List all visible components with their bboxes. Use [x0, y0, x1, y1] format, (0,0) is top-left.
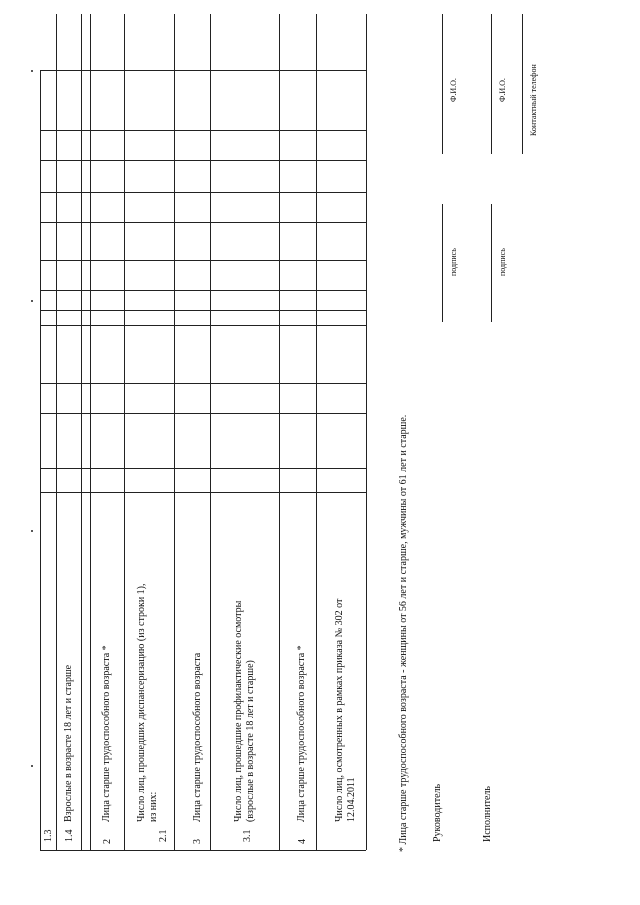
row-label-line1: Число лиц, прошедших диспансеризацию (из строки 1),: [136, 583, 147, 822]
table-row-rule: [40, 222, 366, 223]
signature-line: [442, 204, 443, 322]
scan-dot: [31, 300, 33, 302]
table-row-rule: [40, 310, 366, 311]
table-col-rule: [90, 14, 91, 850]
footnote: * Лица старше трудоспособного возраста - женщины от 56 лет и старше, мужчины от 61 лет и старше.: [398, 414, 409, 852]
row-label-line1: Число лиц, прошедшие профилактические осмотры: [233, 600, 244, 822]
row-label-line2: 12.04.2011: [346, 777, 357, 822]
scan-dot: [31, 765, 33, 767]
table-col-rule: [56, 14, 57, 850]
table-row-rule: [40, 290, 366, 291]
table-row-rule: [40, 850, 366, 851]
scan-dot: [31, 530, 33, 532]
table-row-rule: [40, 413, 366, 414]
table-row-rule: [40, 325, 366, 326]
phone-line: [522, 14, 523, 154]
row-number: 4: [297, 839, 308, 844]
fio-line: [491, 14, 492, 154]
table-row-rule: [40, 260, 366, 261]
row-number: 3: [192, 839, 203, 844]
table-row-rule: [40, 160, 366, 161]
signature-line: [491, 204, 492, 322]
row-number: 2: [102, 839, 113, 844]
table-col-rule: [124, 14, 125, 850]
table-row-rule: [40, 383, 366, 384]
table-col-rule: [40, 70, 41, 850]
table-col-rule: [210, 14, 211, 850]
executor-label: Исполнитель: [482, 786, 493, 842]
head-label: Руководитель: [432, 783, 443, 842]
row-number: 3.1: [242, 829, 253, 842]
fio-line: [442, 14, 443, 154]
table-col-rule: [366, 14, 367, 850]
table-col-rule: [316, 14, 317, 850]
table-row-rule: [40, 492, 366, 493]
row-label: Взрослые в возрасте 18 лет и старше: [63, 664, 74, 822]
table-row-rule: [40, 192, 366, 193]
table-row-rule: [40, 468, 366, 469]
row-label: Лица старше трудоспособного возраста *: [296, 645, 307, 822]
row-label: Лица старше трудоспособного возраста: [192, 652, 203, 822]
row-label-line1: Число лиц, осмотренных в рамках приказа № 302 от: [334, 598, 345, 822]
row-label: Лица старше трудоспособного возраста *: [101, 645, 112, 822]
table-row-rule: [40, 70, 366, 71]
phone-caption: Контактный телефон: [529, 64, 538, 136]
scan-dot: [31, 70, 33, 72]
row-label-line2: (взрослые в возрасте 18 лет и старше): [245, 660, 256, 822]
row-number: 1.4: [64, 829, 75, 842]
table-row-rule: [40, 130, 366, 131]
table-col-rule: [279, 14, 280, 850]
signature-caption: подпись: [498, 248, 507, 276]
row-number: 1.3: [43, 829, 54, 842]
row-number: 2.1: [158, 829, 169, 842]
table-col-rule: [174, 14, 175, 850]
fio-caption: Ф.И.О.: [498, 78, 507, 102]
row-label-line2: из них:: [148, 791, 159, 822]
fio-caption: Ф.И.О.: [449, 78, 458, 102]
table-col-rule: [81, 14, 82, 850]
signature-caption: подпись: [449, 248, 458, 276]
